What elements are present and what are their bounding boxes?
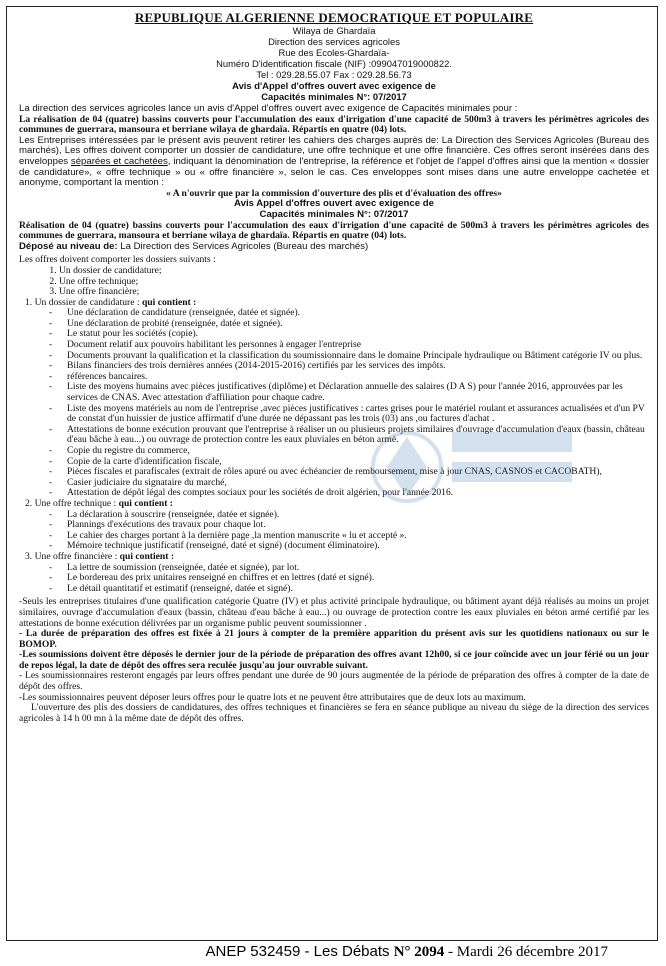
list-item: - La lettre de soumission (renseignée, datée et signée), par lot. [67,563,649,574]
list-item: - références bancaires. [67,372,649,383]
offers-intro: Les offres doivent comporter les dossiers suivants : [19,254,216,266]
preparation-duration: - La durée de préparation des offres est fixée à 21 jours à compter de la première apparition du présent avis sur les quotidiens nationaux ou sur le BOMOP. [19,628,649,650]
republic-title: REPUBLIQUE ALGERIENNE DEMOCRATIQUE ET POPULAIRE [134,10,534,25]
candidature-items [19,308,649,499]
direction-name: Direction des services agricoles [268,36,400,47]
eligibility-paragraph: -Seuls les entreprises titulaires d'une qualification catégorie Quatre (IV) et plus activité principale hydraulique, ou bâtiment ayant déjà réalisés au moins un projet similaires, ouvrage d'accumulation d'eaux (bassin, château d'eau bâche à eau...) ou ouvrage de protection contre les eaux pluviales en béton armé certifié par les attestations de bonne exécution délivrées par un organisme public peuvent soumissionner . [19,596,649,629]
nif-number: Numéro D'identification fiscale (NIF) :099047019000822. [216,58,452,69]
lots-rule: -Les soumissionnaires peuvent déposer leurs offres pour le quatre lots et ne peuvent être attributaires que de deux lots au maximum. [19,691,526,703]
address: Rue des Ecoles-Ghardaïa- [278,47,390,58]
list-item: - Attestation de dépôt légal des comptes sociaux pour les sociétés de droit algérien, pour l'année 2016. [67,488,649,499]
publication-footer [0,942,666,962]
list-item: 3. Une offre financière; [59,287,649,298]
list-item: - Le cahier des charges portant à la dernière page ,la mention manuscrite « lu et accepté ». [67,531,649,542]
list-item: - Casier judiciaire du signataire du marché, [67,478,649,489]
section-financiere-title: 3. Une offre financière : qui contient : [25,550,175,562]
deposit-location: Déposé au niveau de: La Direction des Services Agricoles (Bureau des marchés) [19,240,369,252]
financiere-items [19,563,649,595]
list-item: - Une déclaration de probité (renseignée, datée et signée). [67,319,649,330]
list-item: - Documents prouvant la qualification et la classification du soumissionnaire dans le domaine Principale hydraulique ou Bâtiment catégorie IV ou plus. [67,351,649,362]
list-item: - Le bordereau des prix unitaires renseigné en chiffres et en lettres (daté et signé). [67,573,649,584]
section-candidature-title: 1. Un dossier de candidature : qui contient : [25,296,197,308]
list-item: - Le détail quantitatif et estimatif (renseigné, datée et signé). [67,584,649,595]
list-item: 1. Un dossier de candidature; [59,266,649,277]
list-item: - Le statut pour les sociétés (copie). [67,329,649,340]
launch-statement: La direction des services agricoles lance un avis d'Appel d'offres ouvert avec exigence de Capacités minimales pour : [19,103,518,114]
list-item: - Une déclaration de candidature (renseignée, datée et signée). [67,308,649,319]
avis-number-2: Capacités minimales N°: 07/2017 [259,208,409,220]
technique-items [19,510,649,552]
list-item: 2. Une offre technique; [59,277,649,288]
submission-deadline: -Les soumissions doivent être déposés le dernier jour de la période de préparation des offres avant 12h00, si ce jour coïncide avec un jour férié ou un jour de repos légal, la date de dépôt des offres sera reculée jusqu'au jour ouvrable suivant. [19,649,649,671]
project-description: La réalisation de 04 (quatre) bassins couverts pour l'accumulation des eaux d'irrigation d'une capacité de 500m3 à travers les périmètres agricoles des communes de guerrara, mansoura et berriane wilaya de ghardaïa. Répartis en quatre (04) lots. [19,113,649,136]
publication-date: - Mardi 26 décembre 2017 [444,944,608,960]
section-technique-title: 2. Une offre technique : qui contient : [25,497,173,509]
list-item: - La déclaration à souscrire (renseignée, datée et signée). [67,510,649,521]
tender-notice-page [6,6,658,941]
validity-period: - Les soumissionnaires resteront engagés par leurs offres pendant une durée de 90 jours augmentée de la période de préparation des offres à compter de la date de dépôt des offres. [19,670,649,693]
list-item: - Mémoire technique justificatif (renseigné, daté et signé) (document éliminatoire). [67,541,649,552]
list-item: - Liste des moyens humains avec pièces justificatives (diplôme) et Déclaration annuelle des salaires (D A S) pour l'année 2016, approuvées par les services de CNAS. Avec attestation d'affiliation pour chaque cadre. [67,382,649,403]
list-item: - Plannings d'exécutions des travaux pour chaque lot. [67,520,649,531]
project-description-2: Réalisation de 04 (quatre) bassins couverts pour l'accumulation des eaux d'irrigation d'une capacité de 500m3 à travers les périmètres agricoles des communes de guerrara, mansoura et berriane wilaya de ghardaïa. Répartis en quatre (04) lots. [19,219,649,242]
list-item: - Copie de la carte d'identification fiscale, [67,457,649,468]
avis-title: Avis d'Appel d'offres ouvert avec exigence de [232,80,436,91]
list-item: - Bilans financiers des trois dernières années (2014-2015-2016) certifiés par les services des impôts. [67,361,649,372]
opening-session: L'ouverture des plis des dossiers de candidatures, des offres techniques et financières se fera en séance publique au niveau du siège de la direction des services agricoles à 14 h 00 mn à la même date de dépôt des offres. [19,702,649,724]
avis-title-2: Avis Appel d'offres ouvert avec exigence de [234,198,434,210]
list-item: - Liste des moyens matériels au nom de l'entreprise ,avec pièces justificatives : cartes grises pour le matériel roulant et assurances actualisées et d'un PV de constat d'un huissier de justice affirmatif d'une durée ne dépassant pas les trois (03) ans ,ou factures d'achat . [67,404,649,425]
opening-mention: « A n'ouvrir que par la commission d'ouverture des plis et d'évaluation des offres» [166,187,502,199]
list-item: - Attestations de bonne exécution prouvant que l'entreprise à réaliser un ou plusieurs projets similaires d'ouvrage d'accumulation d'eaux (bassin, château d'eau bâche à eau...) ou ouvrage de protection contre les eaux pluviales en béton armé. [67,425,649,446]
list-item: - Pièces fiscales et parafiscales (extrait de rôles apuré ou avec échéancier de remboursement, mise à jour CNAS, CASNOS et CACOBATH), [67,467,649,478]
avis-number: Capacités minimales N°: 07/2017 [261,91,407,102]
anep-reference: ANEP 532459 - Les Débats [205,943,394,960]
phone-fax: Tel : 029.28.55.07 Fax : 029.28.56.73 [256,69,412,80]
offers-list [19,266,649,298]
issue-number: N° 2094 [393,944,445,960]
wilaya: Wilaya de Ghardaïa [292,25,376,36]
list-item: - Document relatif aux pouvoirs habilitant les personnes à engager l'entreprise [67,340,649,351]
enterprises-paragraph: Les Entreprises intéressées par le présent avis peuvent retirer les cahiers des charges auprès de: La Direction des Services Agricoles (Bureau des marchés), Les offres doivent comporter un dossier de candidature, une offre technique et une offre financière. Ces offres seront insérées dans des enveloppes séparées et cachetées, indiquant la dénomination de l'entreprise, la référence et l'objet de l'appel d'offres ainsi que la mention « dossier de candidature», « offre technique » ou « offre financière », selon le cas. Ces enveloppes sont mises dans une autre enveloppe cachetée et anonyme, comportant la mention : [19,134,649,189]
list-item: - Copie du registre du commerce, [67,446,649,457]
